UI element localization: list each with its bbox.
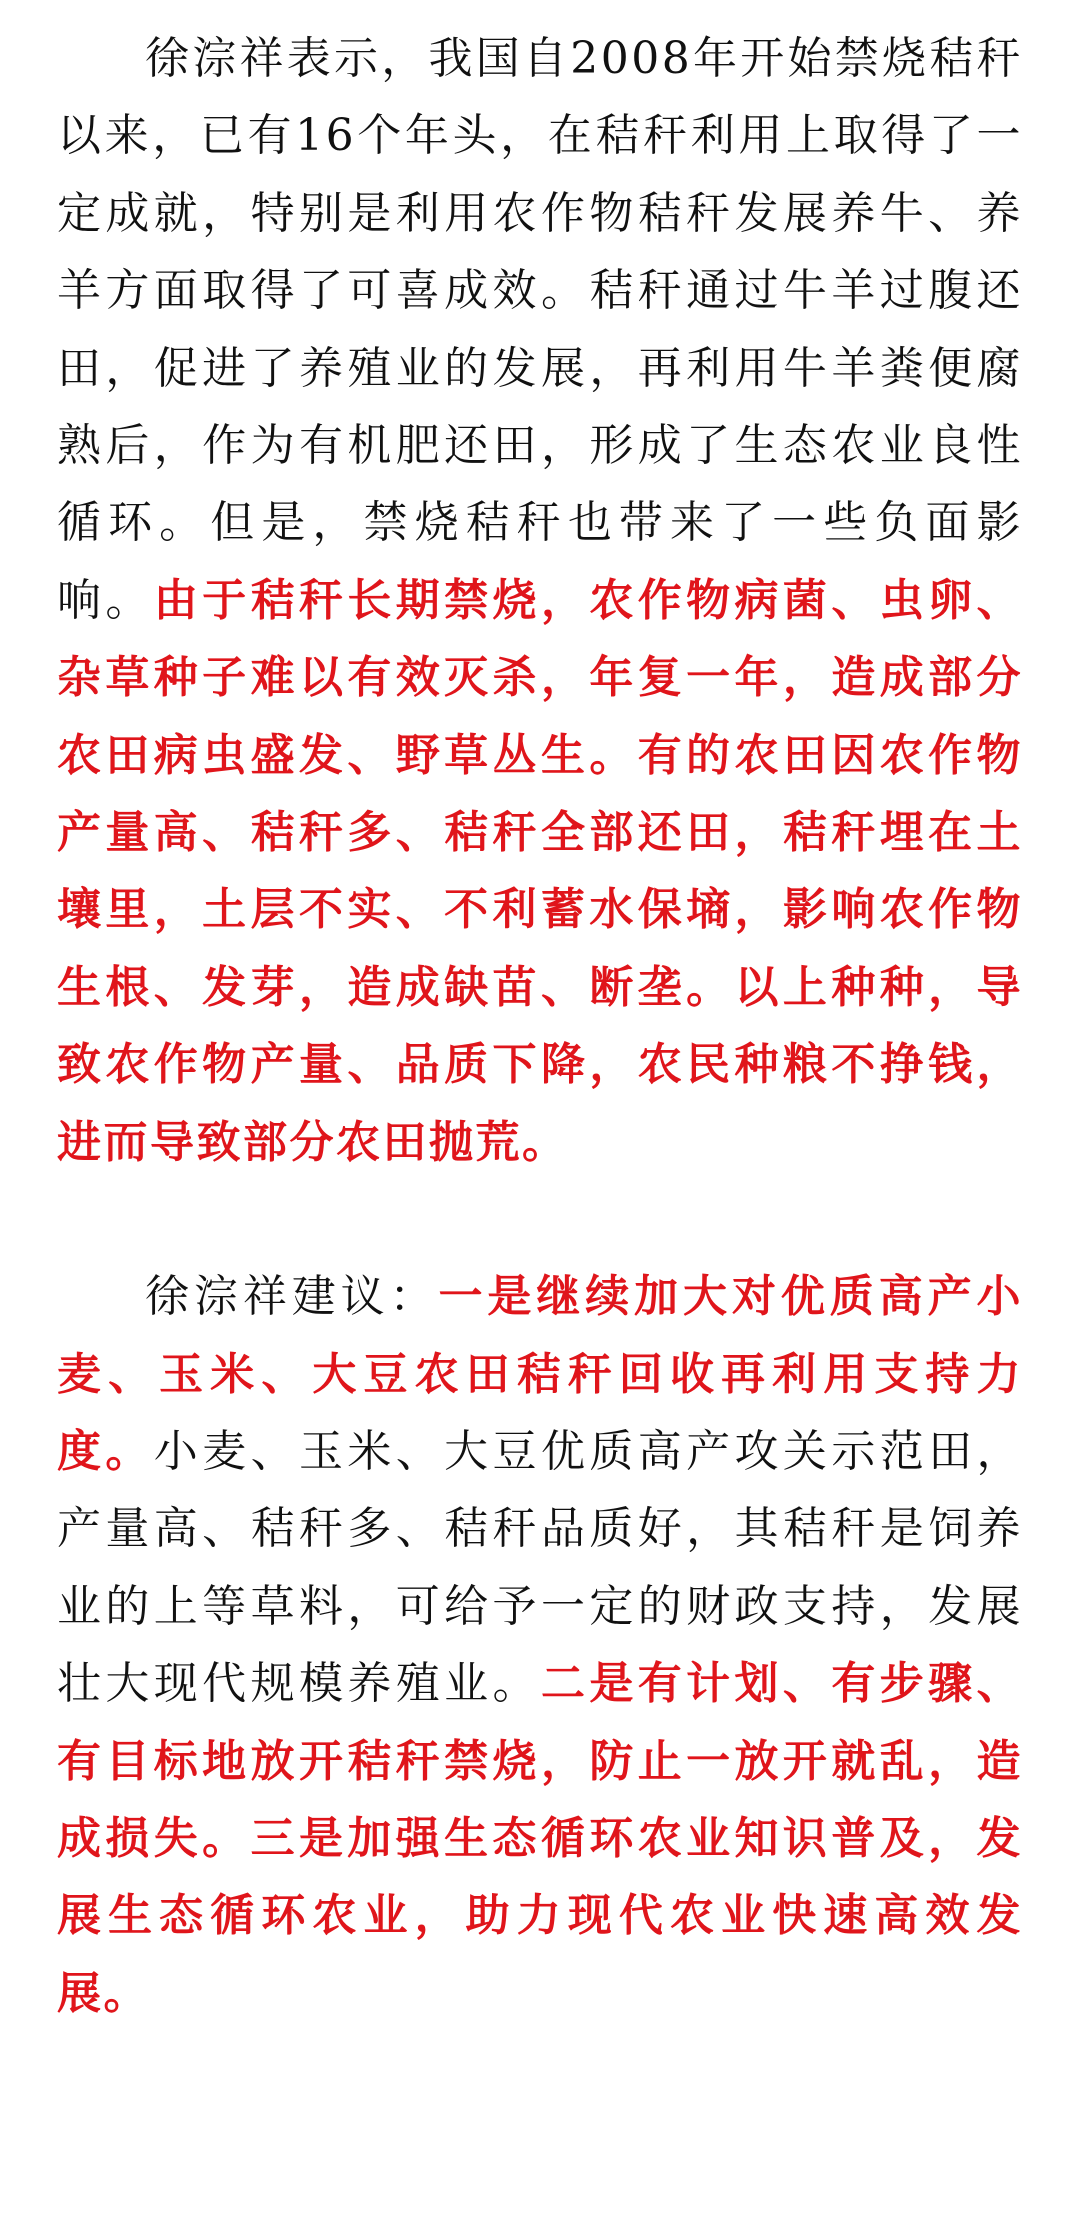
suggestion-one-text: 一是继续加大对优质高产小麦、玉米、大豆农田秸秆回收再利用支持力度。 — [57, 1271, 1024, 1477]
article-body — [57, 20, 1023, 2032]
statement-intro-text: 徐淙祥表示，我国自2008年开始禁烧秸秆以来，已有16个年头，在秸秆利用上取得了一定成就，特别是利用农作物秸秆发展养牛、养羊方面取得了可喜成效。秸秆通过牛羊过腹还田，促进了养殖业的发展，再利用牛羊粪便腐熟后，作为有机肥还田，形成了生态农业良性循环。但是，禁烧秸秆也带来了一些负面影响。 — [57, 33, 1023, 626]
suggestion-one-detail-text: 小麦、玉米、大豆优质高产攻关示范田，产量高、秸秆多、秸秆品质好，其秸秆是饲养业的上等草料，可给予一定的财政支持，发展壮大现代规模养殖业。 — [57, 1425, 1024, 1710]
paragraph-statement — [57, 20, 1023, 1181]
suggestion-lead-text: 徐淙祥建议： — [145, 1271, 439, 1323]
paragraph-suggestions — [57, 1258, 1023, 2032]
suggestion-two-three-text: 二是有计划、有步骤、有目标地放开秸秆禁烧，防止一放开就乱，造成损失。三是加强生态循环农业知识普及，发展生态循环农业，助力现代农业快速高效发展。 — [57, 1658, 1024, 2019]
statement-negative-impact-text: 由于秸秆长期禁烧，农作物病菌、虫卵、杂草种子难以有效灭杀，年复一年，造成部分农田病虫盛发、野草丛生。有的农田因农作物产量高、秸秆多、秸秆全部还田，秸秆埋在土壤里，土层不实、不利蓄水保墒，影响农作物生根、发芽，造成缺苗、断垄。以上种种，导致农作物产量、品质下降，农民种粮不挣钱，进而导致部分农田抛荒。 — [57, 574, 1024, 1168]
